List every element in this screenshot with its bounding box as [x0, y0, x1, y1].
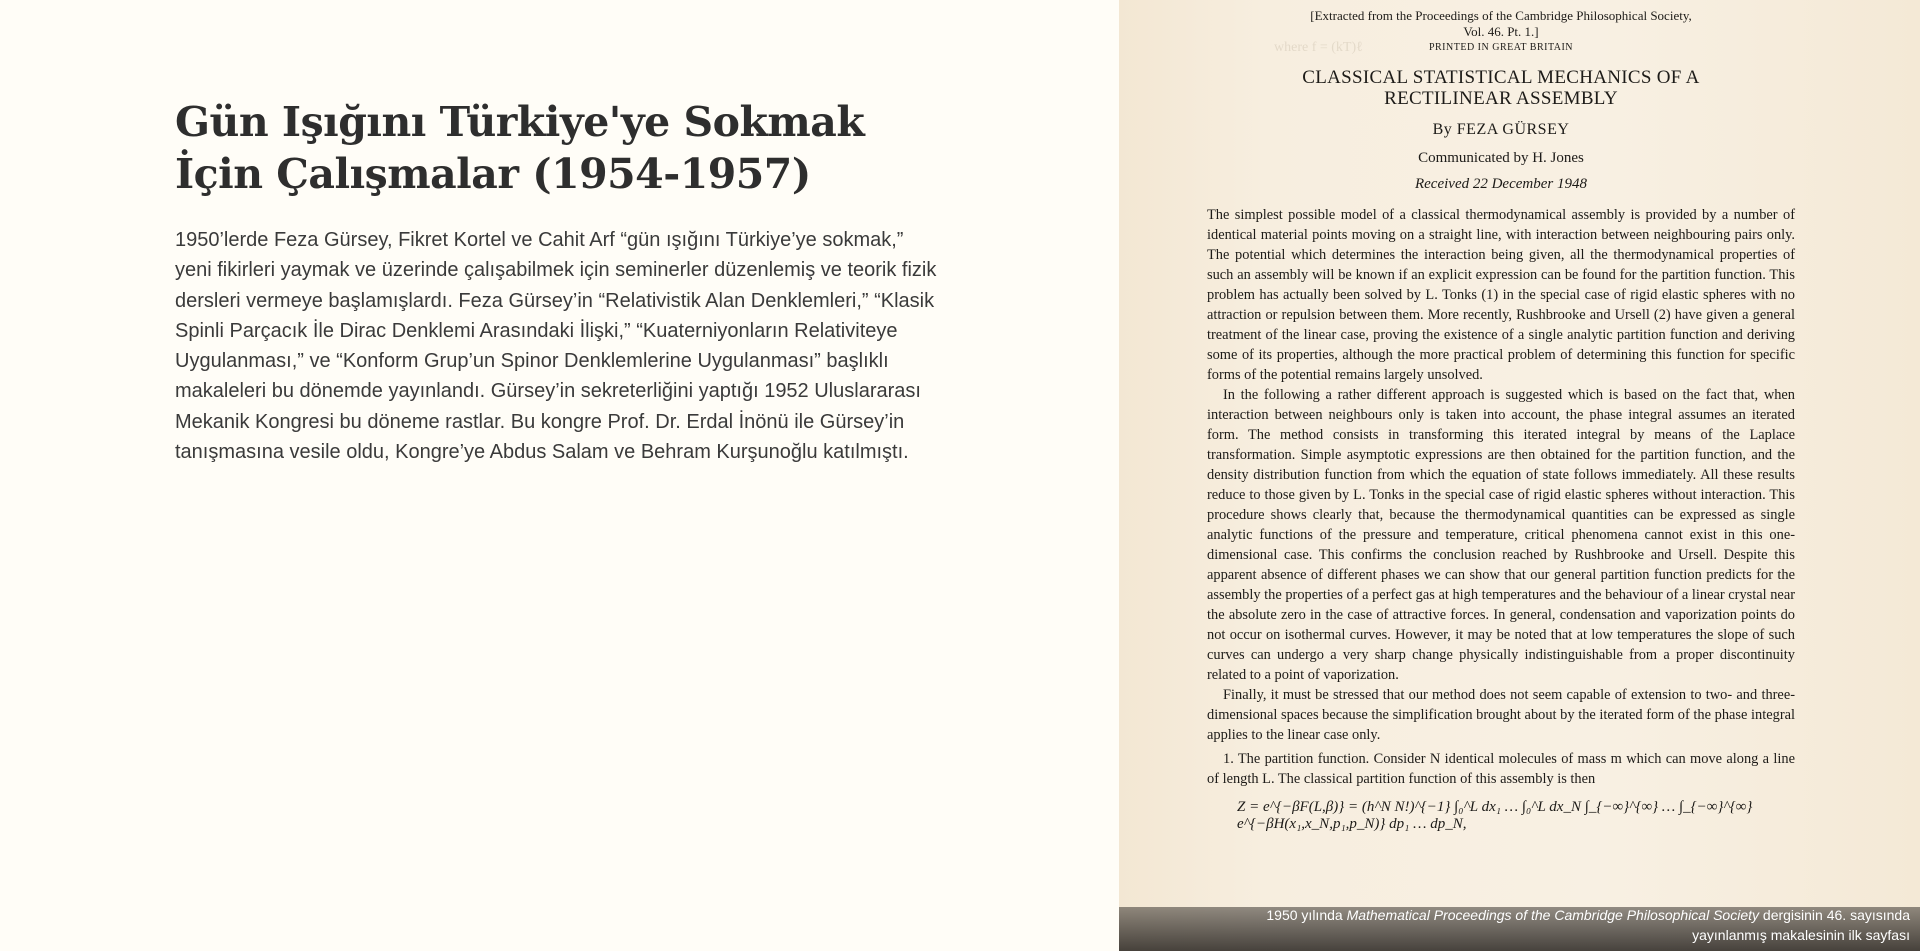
- paper-scan: [1207, 8, 1795, 833]
- paper-printed-note: PRINTED IN GREAT BRITAIN: [1428, 42, 1574, 53]
- article-title: Gün Işığını Türkiye'ye Sokmak İçin Çalışmalar (1954-1957): [175, 98, 865, 198]
- caption-line2: yayınlanmış makalesinin ilk sayfası: [1692, 927, 1910, 943]
- paper-title-line2: RECTILINEAR ASSEMBLY: [1384, 88, 1618, 109]
- paper-paragraph-2: In the following a rather different approach is suggested which is based on the fact that, when interaction between neighbours only is taken into account, the phase integral assumes an iterated form. The method consists in transforming this iterated integral by means of the Laplace transformation. Simple asymptotic expressions are then obtained for the partition function, and the density distribution function from which the equation of state follows immediately. All these results reduce to those given by L. Tonks in the special case of rigid elastic spheres without interaction. This procedure shows clearly that, because the thermodynamical quantities can be expressed as single analytic functions of the pressure and temperature, critical phenomena cannot exist in this one-dimensional case. This confirms the conclusion reached by Rushbrooke and Ursell. Despite this apparent absence of different phases we can show that our general partition function predicts for the assembly the properties of a perfect gas at high temperatures and the behaviour of a linear crystal near the absolute zero in the case of attractive forces. In general, condensation and vaporization points do not occur on isothermal curves. However, it may be noted that at low temperatures the slope of such curves can undergo a very sharp change physically indistinguishable from a proper discontinuity related to a point of vaporization.: [1207, 387, 1795, 683]
- paper-paragraph-4: 1. The partition function. Consider N identical molecules of mass m which can move along a line of length L. The classical partition function of this assembly is then: [1207, 751, 1795, 787]
- paper-received-text: Received 22 December 1948: [1414, 176, 1587, 192]
- caption-suffix: dergisinin 46. sayısında: [1759, 907, 1910, 923]
- paper-communicated: Communicated by H. Jones: [1418, 150, 1584, 166]
- paper-image-panel: [1119, 0, 1920, 951]
- article-body: 1950’lerde Feza Gürsey, Fikret Kortel ve Cahit Arf “gün ışığını Türkiye’ye sokmak,” yeni fikirleri yaymak ve üzerinde çalışabilmek için seminerler düzenlemiş ve teorik fizik dersleri vermeye başlamışlardı. Feza Gürsey’in “Relativistik Alan Denklemleri,” “Klasik Spinli Parçacık İle Dirac Denklemi Arasındaki İlişki,” “Kuaterniyonların Relativiteye Uygulanması,” ve “Konform Grup’un Spinor Denklemlerine Uygulanması” başlıklı makaleleri bu dönemde yayınlandı. Gürsey’in sekreterliğini yaptığı 1952 Uluslararası Mekanik Kongresi bu döneme rastlar. Bu kongre Prof. Dr. Erdal İnönü ile Gürsey’in tanışmasına vesile oldu, Kongre’ye Abdus Salam ve Behram Kurşunoğlu katılmıştı.: [175, 229, 937, 464]
- paper-title-line1: CLASSICAL STATISTICAL MECHANICS OF A: [1302, 67, 1700, 88]
- bleed-through-text: where f = (kT)ℓ: [1274, 40, 1363, 55]
- paper-paragraph-3: Finally, it must be stressed that our method does not seem capable of extension to two- and three-dimensional spaces because the simplification brought about by the iterated form of the phase integral applies to the linear case only.: [1207, 687, 1795, 743]
- paper-paragraph-1: The simplest possible model of a classical thermodynamical assembly is provided by a number of identical material points moving on a straight line, with interaction between neighbouring pairs only. The potential which determines the interaction being given, all the thermodynamical properties of such an assembly will be known if an explicit expression can be found for the partition function. This problem has actually been solved by L. Tonks (1) in the special case of rigid elastic spheres with no attraction or repulsion between them. More recently, Rushbrooke and Ursell (2) have given a general treatment of the linear case, proving the existence of a single analytic partition function and deriving some of its properties, although the more practical problem of determining this function for specific forms of the potential remains largely unsolved.: [1207, 207, 1795, 383]
- caption-journal: Mathematical Proceedings of the Cambridge Philosophical Society: [1346, 907, 1760, 923]
- paper-received: [1207, 176, 1795, 193]
- caption-prefix: 1950 yılında: [1266, 907, 1347, 923]
- paper-header-line2: Vol. 46. Pt. 1.]: [1463, 24, 1539, 39]
- paper-header-line1: [Extracted from the Proceedings of the Cambridge Philosophical Society,: [1310, 8, 1692, 23]
- image-caption: [1150, 905, 1910, 945]
- paper-author: By FEZA GÜRSEY: [1432, 121, 1570, 138]
- paper-formula: Z = e^{−βF(L,β)} = (h^N N!)^{−1} ∫₀^L dx₁ … ∫₀^L dx_N ∫_{−∞}^{∞} … ∫_{−∞}^{∞} e^{−βH(x₁,x_N,p₁,p_N)} dp₁ … dp_N,: [1237, 799, 1753, 832]
